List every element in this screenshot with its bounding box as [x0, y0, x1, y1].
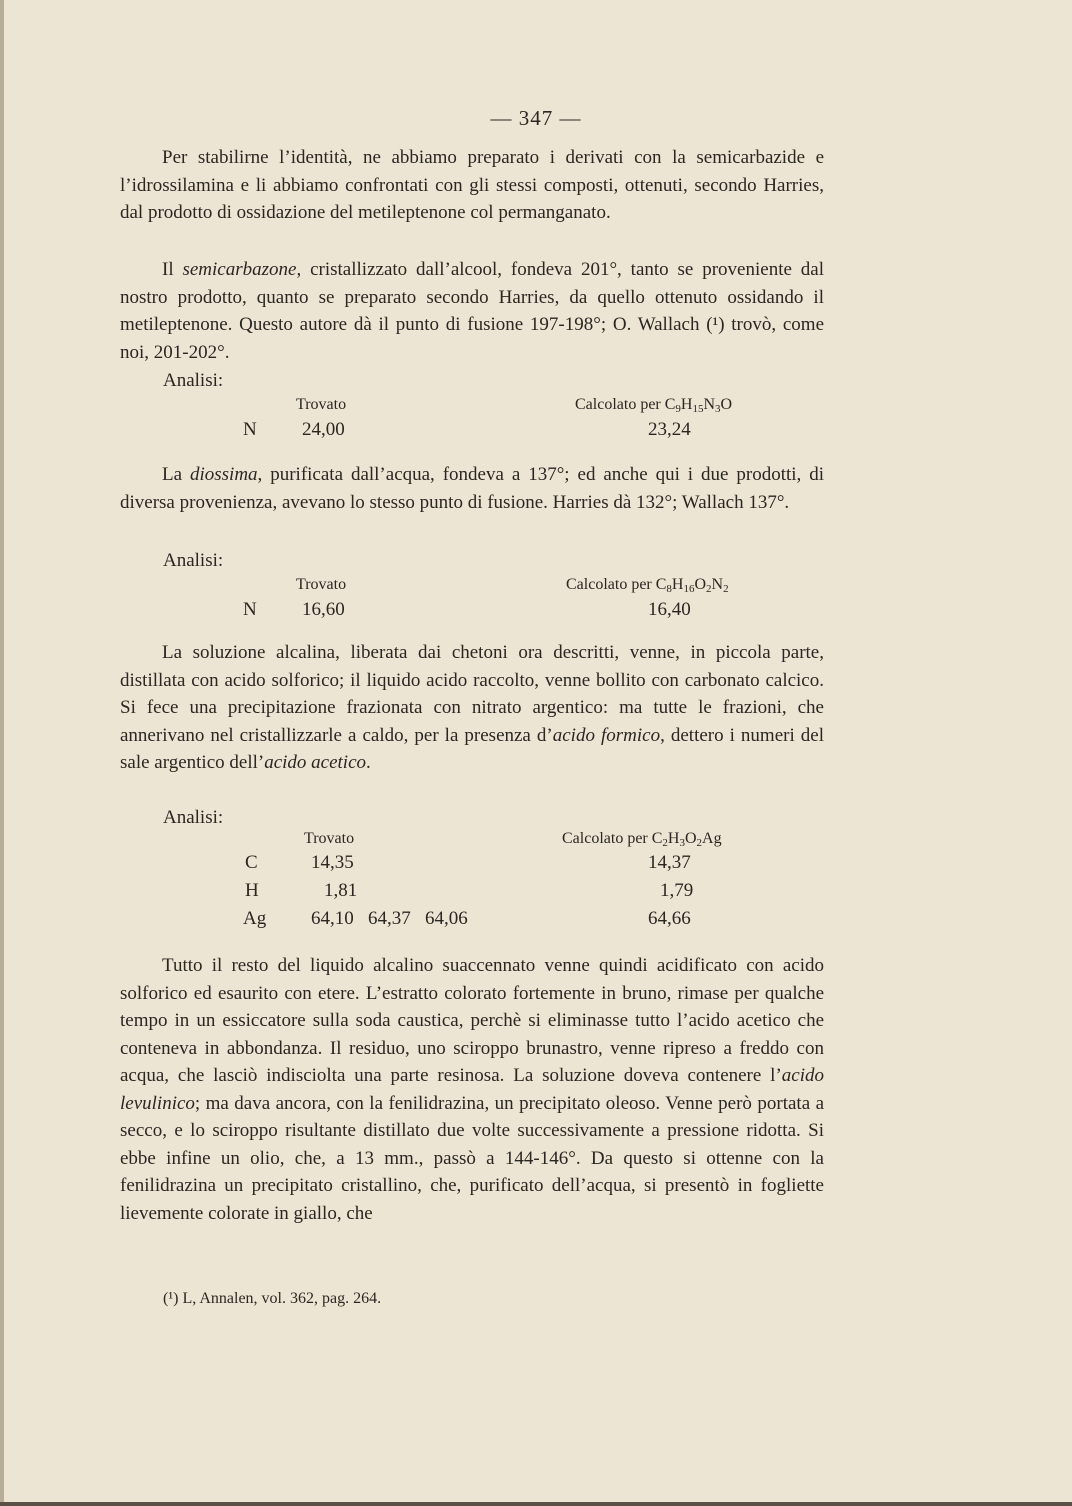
- table3-row-ag-calc: 64,66: [648, 908, 691, 929]
- table2-formula: $C_8H_{16}O_2N_2$: [655, 576, 729, 595]
- paragraph-3: [120, 461, 824, 516]
- analisi-label-1: Analisi:: [163, 370, 224, 391]
- table3-row-c-calc: 14,37: [648, 852, 691, 873]
- term-diossima: diossima: [189, 464, 258, 485]
- table2-row-found: 16,60: [302, 599, 345, 620]
- table2-row-calc: 16,40: [648, 599, 691, 620]
- paragraph-1: [120, 144, 824, 227]
- page-number: — 347 —: [490, 106, 582, 130]
- table3-row-h-calc: 1,79: [660, 880, 694, 901]
- table3-row-ag-element: Ag: [243, 908, 267, 929]
- table2-row-element: N: [243, 599, 257, 620]
- term-semicarbazone: semicarbazone: [182, 259, 297, 280]
- table3-row-c-found: 14,35: [311, 852, 354, 873]
- table1-row-element: N: [243, 419, 257, 440]
- table3-row-h-element: H: [245, 880, 259, 901]
- table3-header-found: Trovato: [304, 830, 355, 847]
- paragraph-2-rest: , cristallizzato dall’alcool, fondeva 201°, tanto se proveniente dal nostro prodotto, quanto se preparato secondo Harries, da quello ottenuto ossidando il metileptenone. Questo autore dà il punto di fusione 197-198°; O. Wallach (¹) trovò, come noi, 201-202°.: [120, 259, 824, 363]
- table1-header-calc: Calcolato per $C_9H_{15}N_3O$: [575, 396, 733, 415]
- page-left-edge: [0, 0, 4, 1506]
- table2-header-calc: Calcolato per $C_8H_{16}O_2N_2$: [566, 576, 729, 595]
- page-bottom-edge: [0, 1502, 1072, 1506]
- table1-row-found: 24,00: [302, 419, 345, 440]
- term-acido-formico: acido formico: [552, 724, 661, 746]
- analisi-label-3: Analisi:: [163, 807, 224, 828]
- paragraph-3-rest: , purificata dall’acqua, fondeva a 137°; ed anche qui i due prodotti, di diversa provenienza, avevano lo stesso punto di fusione. Harries dà 132°; Wallach 137°.: [120, 464, 824, 513]
- paragraph-4-lead: La soluzione alcalina, liberata dai chetoni ora descritti, venne, in piccola parte, distillata con acido solforico; il liquido acido raccolto, venne bollito con carbonato calcico. Si fece una precipitazione frazionata con nitrato argentico: ma tutte le frazioni, che annerivano nel cristallizzarle a caldo, per la presenza d’: [120, 642, 824, 746]
- paragraph-4: La soluzione alcalina, liberata dai chetoni ora descritti, venne, in piccola parte, distillata con acido solforico; il liquido acido raccolto, venne bollito con carbonato calcico. Si fece una precipitazione frazionata con nitrato argentico: ma tutte le frazioni, che annerivano nel cristallizzarle a caldo, per la presenza d’acido formico, dettero i numeri del sale argentico dell’acido acetico.: [120, 642, 824, 773]
- table1-row-calc: 23,24: [648, 419, 691, 440]
- paragraph-2-lead: Il: [162, 259, 183, 280]
- paragraph-5: [120, 952, 824, 1227]
- table3-row-c-element: C: [245, 852, 258, 873]
- term-acido-levulinico: acido levulinico: [120, 1065, 824, 1114]
- paragraph-5-rest: ; ma dava ancora, con la fenilidrazina, un precipitato oleoso. Venne però portata a secco, e lo sciroppo risultante distillato due volte successivamente a pressione ridotta. Si ebbe infine un olio, che, a 13 mm., passò a 144-146°. Da questo si ottenne con la fenilidrazina un precipitato cristallino, che, purificato dell’acqua, si presentò in fogliette lievemente colorate in giallo, che: [120, 1092, 824, 1224]
- footnote: (¹) L, Annalen, vol. 362, pag. 264.: [163, 1290, 382, 1307]
- paragraph-2: [120, 256, 824, 366]
- table1-header-found: Trovato: [296, 396, 347, 413]
- table3-row-ag-found: 64,10 64,37 64,06: [311, 908, 468, 929]
- table3-formula: $C_2H_3O_2Ag$: [651, 830, 722, 849]
- paragraph-5-lead: Tutto il resto del liquido alcalino suaccennato venne quindi acidificato con acido solforico ed esaurito con etere. L’estratto colorato fortemente in bruno, rimase per qualche tempo in un essiccatore sulla soda caustica, perchè si eliminasse tutto l’acido acetico che conteneva in abbondanza. Il residuo, uno sciroppo brunastro, venne ripreso a freddo con acqua, che lasciò indisciolta una parte resinosa. La soluzione doveva contenere l’: [120, 955, 824, 1086]
- table3-header-calc: Calcolato per $C_2H_3O_2Ag$: [562, 830, 722, 849]
- paragraph-4-mid: , dettero i numeri del sale argentico dell’: [120, 724, 824, 773]
- term-acido-acetico: acido acetico: [264, 752, 367, 773]
- table2-header-found: Trovato: [296, 576, 347, 593]
- analisi-label-2: Analisi:: [163, 550, 224, 571]
- table1-formula: $C_9H_{15}N_3O$: [664, 396, 733, 415]
- paragraph-3-lead: La: [162, 464, 190, 485]
- paragraph-1-text: Per stabilirne l’identità, ne abbiamo preparato i derivati con la semicarbazide e l’idrossilamina e li abbiamo confrontati con gli stessi composti, ottenuti, secondo Harries, dal prodotto di ossidazione del metileptenone col permanganato.: [120, 147, 824, 223]
- table3-row-h-found: 1,81: [324, 880, 358, 901]
